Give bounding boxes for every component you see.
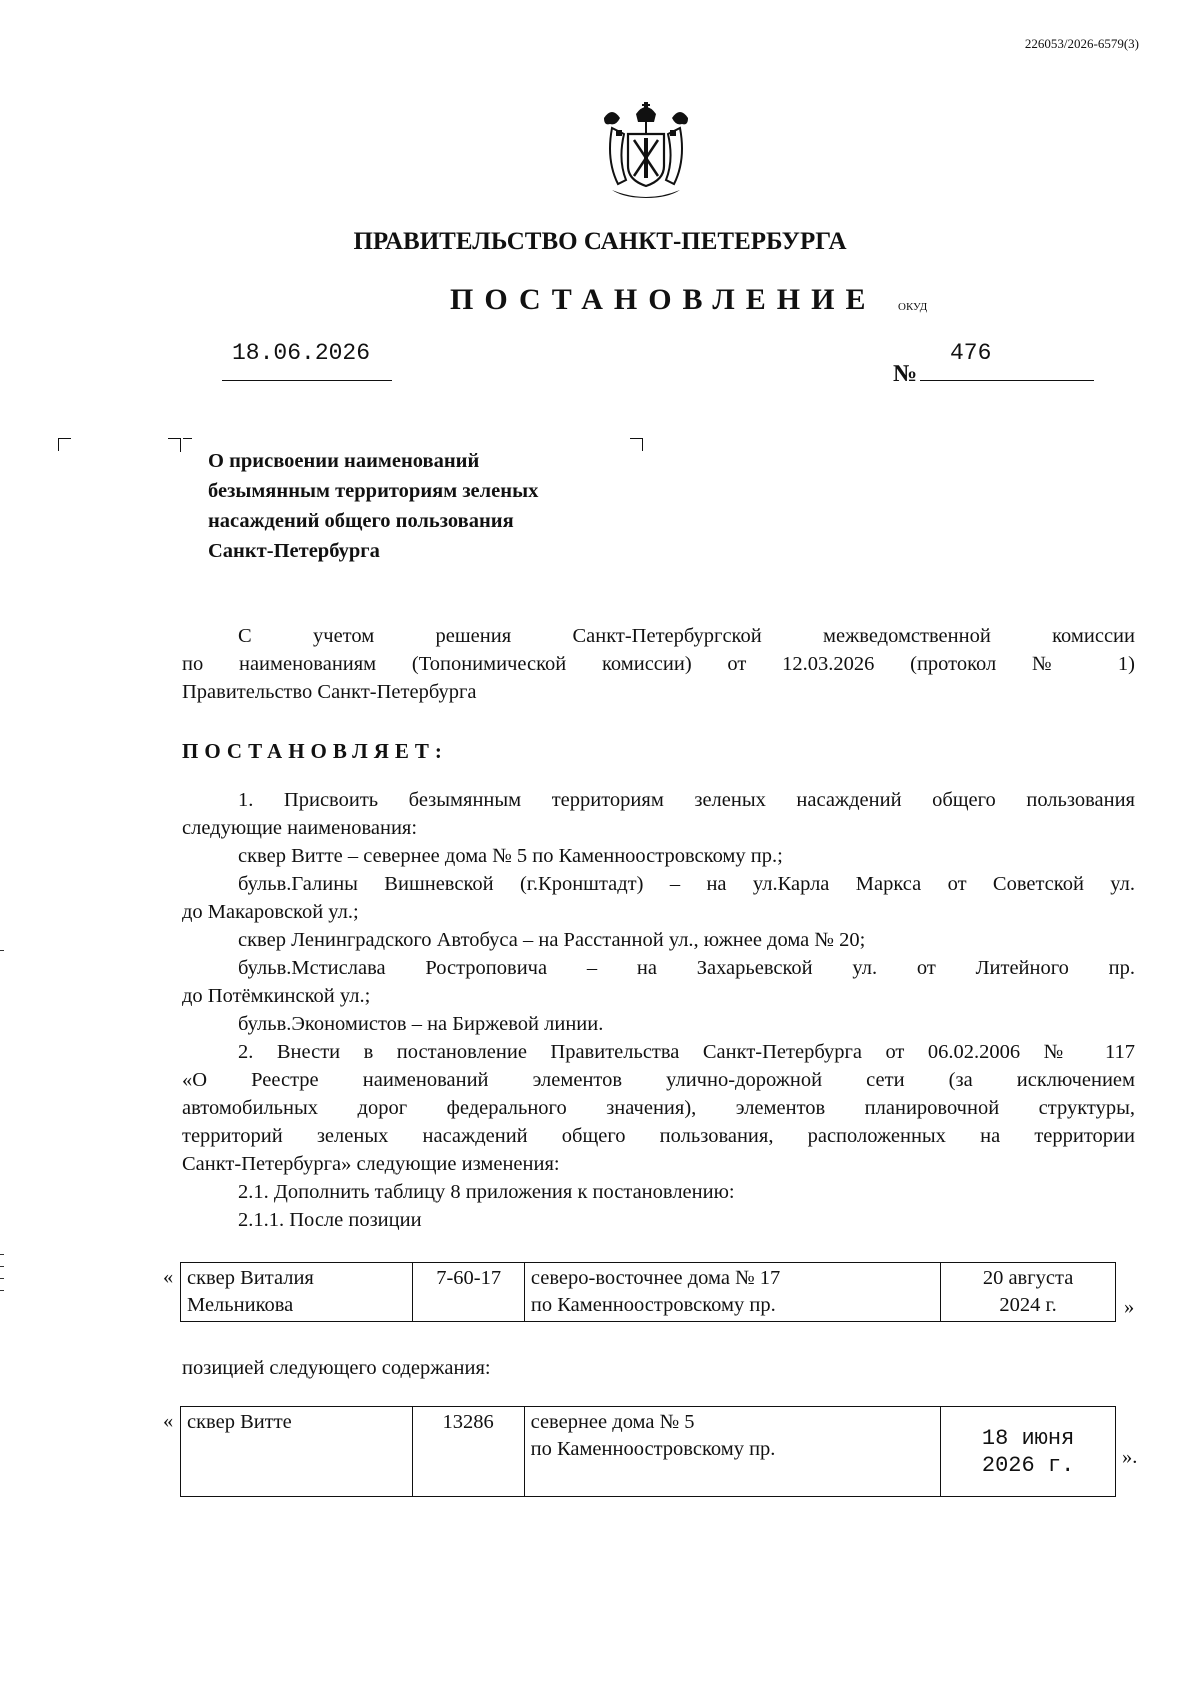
decree-subject	[208, 446, 628, 566]
cell-line: 20 августа	[982, 1267, 1074, 1289]
decree-title: ПОСТАНОВЛЕНИЕ	[450, 283, 877, 316]
number-underline	[920, 380, 1094, 381]
cell-line: севернее дома № 5	[530, 1411, 695, 1433]
preamble-line: по наименованиям (Топонимической комиссии) от 12.03.2026 (протокол № 1)	[182, 653, 1135, 675]
item-1-line: 1. Присвоить безымянным территориям зеленых насаждений общего пользования	[238, 789, 1135, 811]
item-2-1-1: 2.1.1. После позиции	[238, 1209, 422, 1231]
name-entry: до Макаровской ул.;	[182, 901, 359, 923]
open-quote: «	[163, 1410, 174, 1432]
decree-date: 18.06.2026	[232, 340, 371, 366]
cell-location	[524, 1407, 941, 1497]
margin-mark	[0, 1266, 4, 1267]
preamble-line: С учетом решения Санкт-Петербургской межведомственной комиссии	[238, 625, 1135, 647]
open-quote: «	[163, 1266, 174, 1288]
cell-line: по Каменноостровскому пр.	[530, 1438, 776, 1460]
name-entry: до Потёмкинской ул.;	[182, 985, 371, 1007]
cell-line: северо-восточнее дома № 17	[530, 1267, 781, 1289]
cell-line: сквер Виталия	[187, 1267, 314, 1289]
item-2-line: территорий зеленых насаждений общего пользования, расположенных на территории	[182, 1125, 1135, 1147]
position-following-text: позицией следующего содержания:	[182, 1357, 491, 1379]
existing-position-table	[180, 1262, 1116, 1322]
item-2-line: 2. Внести в постановление Правительства Санкт-Петербурга от 06.02.2006 № 117	[238, 1041, 1135, 1063]
item-1-line: следующие наименования:	[182, 817, 418, 839]
margin-mark	[0, 1278, 4, 1279]
name-entry: бульв.Мстислава Ростроповича – на Захарьевской ул. от Литейного пр.	[238, 957, 1135, 979]
cell-name: сквер Витте	[181, 1407, 413, 1497]
name-entry: сквер Ленинградского Автобуса – на Расстанной ул., южнее дома № 20;	[238, 929, 866, 951]
corner-mark	[58, 438, 71, 451]
name-entry: бульв.Экономистов – на Биржевой линии.	[238, 1013, 604, 1035]
subject-line: безымянным территориям зеленых	[208, 480, 539, 502]
new-position-table	[180, 1406, 1116, 1497]
resolves-heading: ПОСТАНОВЛЯЕТ:	[182, 739, 448, 763]
cell-code: 13286	[412, 1407, 524, 1497]
corner-mark	[180, 438, 182, 452]
decree-number: 476	[950, 340, 992, 366]
cell-location	[524, 1263, 940, 1322]
margin-mark	[0, 1290, 4, 1291]
table-row	[181, 1263, 1116, 1322]
document-registration-code: 226053/2026-6579(3)	[1024, 36, 1139, 51]
cell-line: Мельникова	[187, 1294, 294, 1316]
corner-mark	[183, 438, 192, 440]
cell-name	[181, 1263, 413, 1322]
preamble-line: Правительство Санкт-Петербурга	[182, 681, 477, 703]
subject-line: Санкт-Петербурга	[208, 540, 380, 562]
item-2-line: Санкт-Петербурга» следующие изменения:	[182, 1153, 560, 1175]
close-quote: »	[1124, 1296, 1135, 1318]
cell-date	[941, 1407, 1116, 1497]
coat-of-arms-icon	[598, 100, 694, 204]
item-2-1: 2.1. Дополнить таблицу 8 приложения к постановлению:	[238, 1181, 735, 1203]
margin-mark	[0, 950, 4, 951]
item-2-line: автомобильных дорог федерального значения), элементов планировочной структуры,	[182, 1097, 1135, 1119]
cell-line: по Каменноостровскому пр.	[530, 1294, 776, 1316]
date-underline	[222, 380, 392, 381]
corner-mark	[630, 438, 643, 451]
cell-line: 2026 г.	[981, 1452, 1075, 1478]
government-title: ПРАВИТЕЛЬСТВО САНКТ-ПЕТЕРБУРГА	[353, 228, 847, 255]
cell-code: 7-60-17	[413, 1263, 524, 1322]
okud-label: ОКУД	[898, 301, 928, 313]
cell-line: 18 июня	[981, 1425, 1075, 1451]
subject-line: насаждений общего пользования	[208, 510, 514, 532]
close-quote: ».	[1122, 1446, 1138, 1468]
name-entry: бульв.Галины Вишневской (г.Кронштадт) – на ул.Карла Маркса от Советской ул.	[238, 873, 1135, 895]
number-label: №	[893, 361, 918, 387]
table-row	[181, 1407, 1116, 1497]
margin-mark	[0, 1254, 4, 1255]
cell-date	[941, 1263, 1116, 1322]
item-2-line: «О Реестре наименований элементов улично-дорожной сети (за исключением	[182, 1069, 1135, 1091]
name-entry: сквер Витте – севернее дома № 5 по Каменноостровскому пр.;	[238, 845, 783, 867]
subject-line: О присвоении наименований	[208, 450, 480, 472]
cell-line: 2024 г.	[999, 1294, 1057, 1316]
